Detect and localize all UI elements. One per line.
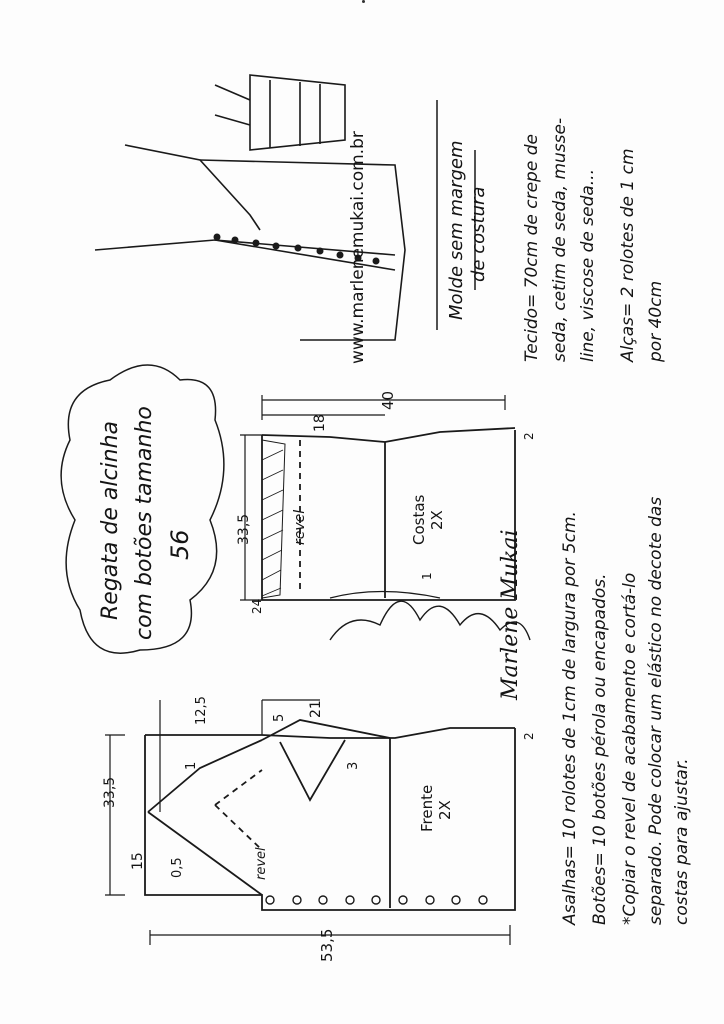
front-dim-3: 3 <box>346 761 361 770</box>
front-piece-outline <box>145 720 515 910</box>
front-buttons <box>266 896 487 904</box>
fabric-line-3: line, viscose de seda... <box>578 169 598 362</box>
note-adjust: costas para ajustar. <box>672 758 692 925</box>
note-loops: Asalhas= 10 rolotes de 1cm de largura por 5cm. <box>560 511 580 925</box>
back-dim-side: 33,5 <box>236 513 252 545</box>
front-revel: revel <box>254 847 269 880</box>
fabric-line-1: Tecido= 70cm de crepe de <box>522 134 542 362</box>
back-hatch-lines <box>262 450 283 596</box>
back-dimensions <box>240 395 505 600</box>
front-label: Frente <box>418 784 436 832</box>
front-count: 2X <box>436 800 454 820</box>
note-line-1: Molde sem margem <box>446 140 467 320</box>
front-edge-right: 2 <box>522 732 536 740</box>
title-line-1: Regata de alcinha <box>98 420 123 620</box>
back-small-mark: 1 <box>420 572 434 580</box>
website-url: www.marlenemukai.com.br <box>348 131 368 364</box>
note-facing: *Copiar o revel de acabamento e cortá-lo <box>620 572 640 925</box>
front-dim-125: 12,5 <box>194 696 209 725</box>
title-size: 56 <box>166 529 194 560</box>
note-line-2: de costura <box>468 186 489 282</box>
back-edge-left: 24 <box>250 598 264 614</box>
note-elastic: separado. Pode colocar um elástico no decote das <box>646 496 666 925</box>
front-dim-05: 0,5 <box>170 857 185 878</box>
fabric-line-2: seda, cetim de seda, musse- <box>550 117 570 362</box>
signature: Marlene Mukai <box>498 529 523 700</box>
title-line-2: com botões tamanho <box>132 406 157 640</box>
front-dim-5: 5 <box>272 713 287 722</box>
back-label: Costas <box>410 494 428 545</box>
front-dim-1: 1 <box>184 761 199 770</box>
straps-line-2: por 40cm <box>646 280 666 362</box>
back-dim-total: 40 <box>379 390 397 410</box>
front-dim-15: 15 <box>130 852 146 870</box>
front-dim-bottom: 53,5 <box>318 928 336 962</box>
note-buttons: Botões= 10 botões pérola ou encapados. <box>590 573 610 925</box>
front-dim-335: 33,5 <box>102 776 118 808</box>
back-edge-right: 2 <box>522 432 536 440</box>
back-count: 2X <box>428 510 446 530</box>
back-dim-top: 18 <box>312 414 328 432</box>
front-dim-21: 21 <box>308 700 324 718</box>
back-revel: revel <box>292 509 308 545</box>
straps-line-1: Alças= 2 rolotes de 1 cm <box>618 148 638 362</box>
